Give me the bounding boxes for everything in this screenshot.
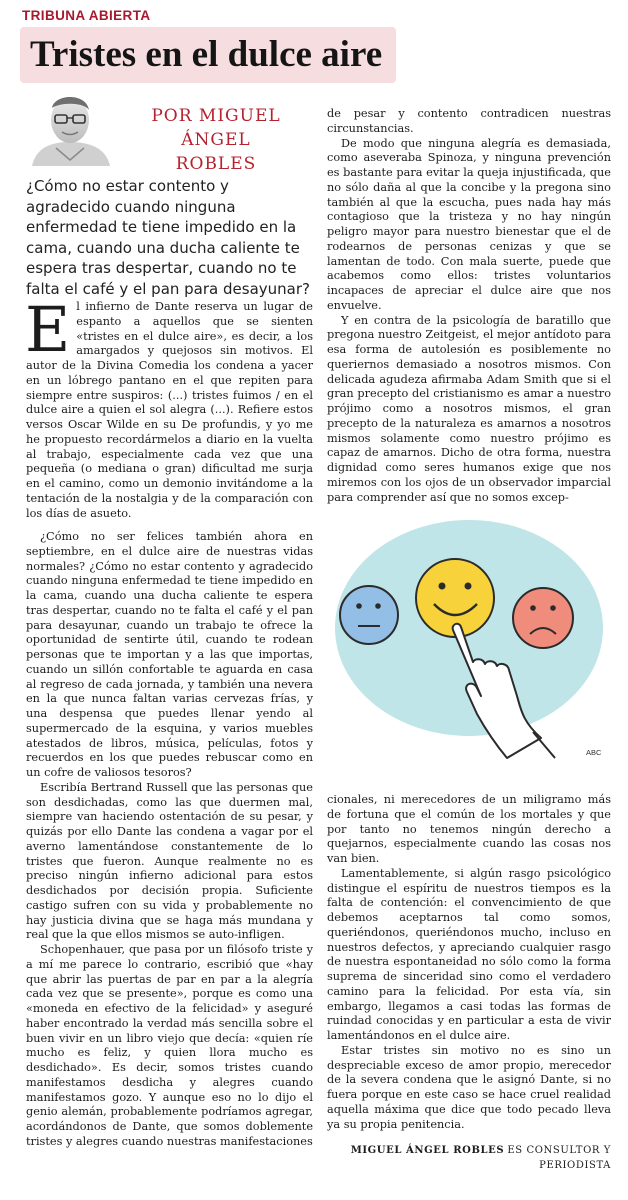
illustration-credit: ABC bbox=[586, 748, 602, 757]
author-portrait bbox=[30, 88, 112, 166]
body-paragraph: cionales, ni merecedores de un miligramo más de fortuna que el común de los mortales y que por tanto no tenemos ningún derecho a quejarnos, especialmente cuando las cosas nos van bien. bbox=[327, 793, 611, 865]
smiley-illustration bbox=[327, 500, 611, 766]
article-body-right-bottom bbox=[327, 793, 611, 1132]
article-body-left bbox=[26, 530, 313, 1150]
body-paragraph: Schopenhauer, que pasa por un filósofo triste y a mí me parece lo contrario, escribió que «hay que abrir las puertas de par en par a la alegría cada vez que se presente», porque es como una «moneda en efectivo de la felicidad» y aseguré haber encontrado la verdad más sencilla sobre el buen vivir en un libro viejo que decía: «quien ríe mucho es feliz, y quien llora mucho es desdichado». Es decir, somos tristes cuando manifestamos desdicha y alegres cuando manifestamos gozo. Y aunque eso no lo dijo el genio alemán, probablemente podríamos agregar, acordándonos de Dante, que somos doblemente tristes y alegres cuando nuestras manifestaciones bbox=[26, 943, 313, 1148]
footer-author: MIGUEL ÁNGEL ROBLES bbox=[350, 1145, 505, 1156]
byline-surname: ROBLES bbox=[175, 154, 257, 174]
first-paragraph bbox=[25, 293, 313, 521]
author-footer bbox=[327, 1143, 611, 1173]
neutral-face-icon bbox=[340, 586, 398, 644]
footer-role: ES CONSULTOR Y bbox=[507, 1145, 611, 1156]
byline bbox=[118, 104, 314, 176]
body-paragraph: Y en contra de la psicología de baratillo que pregona nuestro Zeitgeist, el mejor antídoto para esa forma de autolesión es posiblemente no queriernos demasiado a nosotros mismos. Con delicada agudeza afirmaba Adam Smith que si el gran precepto del cristianismo es amar a nuestro prójimo como a nosotros mismos, el gran precepto de la naturaleza es amarnos a nosotros mismos solamente como nuestro prójimo es capaz de amarnos. Dicho de otra forma, nuestra dignidad como seres humanos exige que nos miremos con los ojos de un observador imparcial para comprender así que no somos excep- bbox=[327, 313, 611, 504]
drop-cap: E bbox=[25, 293, 71, 366]
body-paragraph: Estar tristes sin motivo no es sino un despreciable exceso de amor propio, merecedor de la severa condena que le asignó Dante, si no fuera porque en este caso se hace cruel realidad aquella máxima que dice que todo pecado lleva ya su propia penitencia. bbox=[327, 1043, 611, 1131]
lead-paragraph: ¿Cómo no estar contento y agradecido cuando ninguna enfermedad te tiene impedido en la cama, cuando una ducha caliente te espera tras despertar, cuando no te falta el café y el pan para desayunar? bbox=[26, 177, 310, 298]
byline-name: POR MIGUEL ÁNGEL bbox=[151, 106, 281, 150]
body-paragraph: Lamentablemente, si algún rasgo psicológico distingue el espíritu de nuestros tiempos es la falta de contención: el convencimiento de que debemos aceptarnos tal como somos, queriéndonos, queriéndonos mucho, incluso en nuestros defectos, y apreciando cualquier rasgo de nuestra espontaneidad no sólo como la forma suprema de sinceridad sino como el verdadero camino para la felicidad. Por esta vía, sin embargo, llegamos a casi todas las formas de ruindad conocidas y en particular a esta de vivir lamentándonos en el dulce aire. bbox=[327, 866, 611, 1042]
article-body-right-top bbox=[327, 107, 611, 505]
first-paragraph-text: l infierno de Dante reserva un lugar de espanto a aquellos que se sienten «tristes en el dulce aire», es decir, a los amargados y quejosos sin motivos. El autor de la Divina Comedia los condena a yacer en un lóbrego pantano en el que repiten para siempre entre suspiros: (...) tristes fuimos / en el dulce aire a quien el sol alegra (...). Refiere estos versos Oscar Wilde en su De profundis, y yo me he propuesto recordármelos a diario en la vuelta al trabajo, especialmente cada vez que una pequeña (o mediana o gran) dificultad me surja en el camino, como un demonio invitándome a la tentación de la nostalgia y de la comparación con los días de asueto. bbox=[26, 300, 313, 520]
section-label: TRIBUNA ABIERTA bbox=[22, 8, 151, 23]
article-title: Tristes en el dulce aire bbox=[30, 34, 383, 75]
body-paragraph: de pesar y contento contradicen nuestras circunstancias. bbox=[327, 107, 611, 135]
body-paragraph: ¿Cómo no ser felices también ahora en septiembre, en el dulce aire de nuestras vidas normales? ¿Cómo no estar contento y agradecido cuando ninguna enfermedad te tiene impedido en la cama, cuando una ducha caliente te espera tras despertar, cuando no te falta el café y el pan para desayunar, cuando un trabajo te ofrece la oportunidad de sentirte útil, cuando te rodean personas que te importan y a las que importas, cuando un sillón confortable te aguarda en casa al regreso de cada jornada, y también una nevera en la que nunca faltan varias cervezas frías, y una despensa que puedes llenar yendo al supermercado de la esquina, y varios muebles atestados de libros, música, películas, fotos y recuerdos en los que puedes rebuscar como en un cofre de valiosos tesoros? bbox=[26, 530, 313, 779]
body-paragraph: Escribía Bertrand Russell que las personas que son desdichadas, como las que duermen mal, siempre van haciendo ostentación de su pesar, y quizás por ello Dante las condena a vagar por el averno lamentándose constantemente de lo tristes que fueron. Aunque realmente no es preciso ningún infierno adicional para estos desdichados por decisión propia. Suficiente castigo sufren con su vida y probablemente no hay justicia divina que se haga más mundana y real que la que ellos mismos se auto-infligen. bbox=[26, 780, 313, 942]
body-paragraph: De modo que ninguna alegría es demasiada, como aseveraba Spinoza, y ninguna prevención es bastante para evitar la queja injustificada, que no sólo daña al que la concibe y la pregona sino también al que la escucha, pues nada hay más contagioso que la tristeza y no hay ningún peligro mayor para nuestro bienestar que el de rodearnos de personas cenizas y que se lamentan de todo. Con mala suerte, puede que acabemos como ellos: tristes voluntarios incapaces de apreciar el dulce aire que nos envuelve. bbox=[327, 136, 611, 312]
article-body-intro bbox=[25, 293, 313, 521]
footer-role-continued: PERIODISTA bbox=[539, 1160, 611, 1171]
sad-face-icon bbox=[513, 588, 573, 648]
